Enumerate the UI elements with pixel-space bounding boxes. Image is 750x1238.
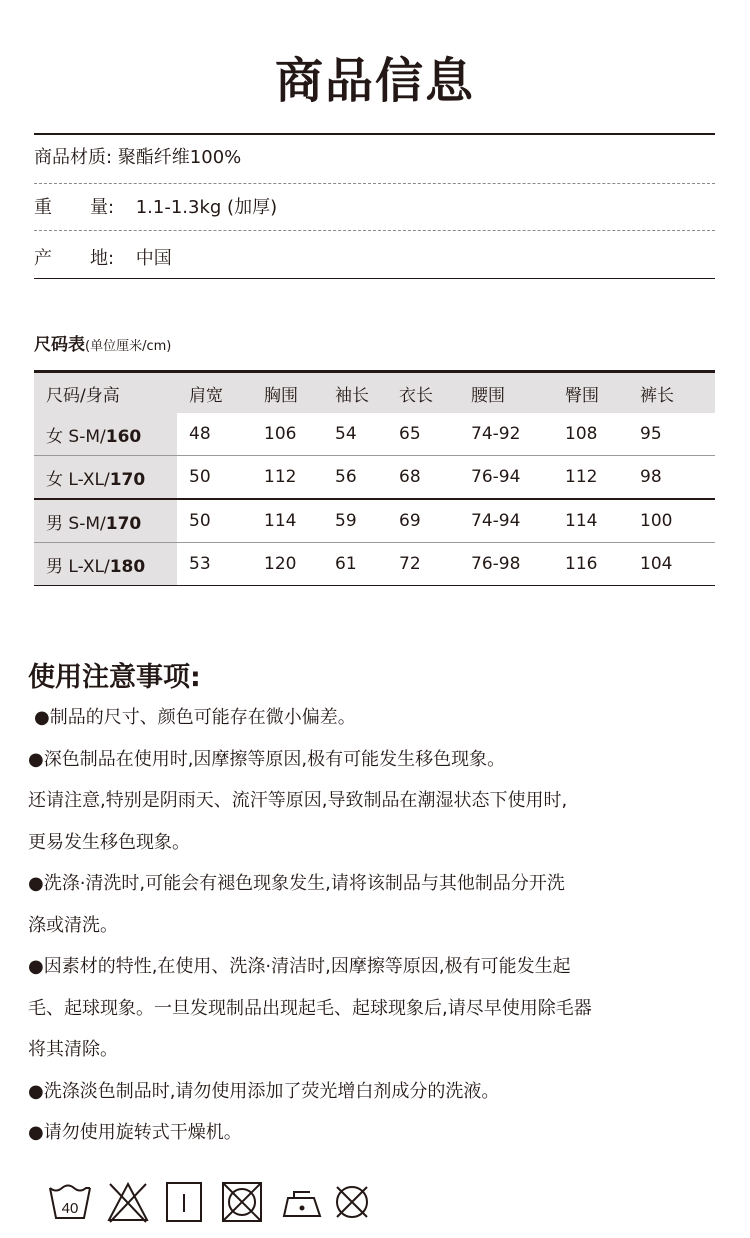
table-cell: 53 [177, 543, 252, 586]
table-cell: 65 [387, 413, 459, 456]
size-chart-unit: (单位厘米/cm) [85, 339, 172, 354]
care-notes [28, 697, 723, 1154]
size-label: 男 L-XL/ [46, 556, 110, 577]
care-line: ●请勿使用旋转式干燥机。 [28, 1122, 242, 1143]
size-label: 女 L-XL/ [46, 469, 110, 490]
table-cell: 76-98 [459, 543, 553, 586]
table-cell: 74-94 [459, 499, 553, 543]
care-line: ●因素材的特性,在使用、洗涤·清洁时,因摩擦等原因,极有可能发生起 [28, 956, 571, 977]
no-dry-clean-icon [332, 1180, 372, 1224]
care-line: 涤或清洗。 [28, 914, 118, 936]
table-cell: 76-94 [459, 456, 553, 500]
material-value: 聚酯纤维100% [117, 147, 242, 168]
header-cell: 胸围 [252, 372, 323, 414]
table-cell: 106 [252, 413, 323, 456]
weight-sep: : [108, 197, 115, 218]
header-cell: 尺码/身高 [34, 372, 177, 414]
size-chart-title [34, 330, 171, 355]
height-value: 170 [109, 469, 146, 490]
origin-value: 中国 [135, 248, 172, 269]
origin-sep: : [108, 248, 115, 269]
table-cell: 108 [553, 413, 628, 456]
table-cell: 112 [553, 456, 628, 500]
header-cell: 腰围 [459, 372, 553, 414]
size-cell [34, 456, 177, 500]
height-value: 170 [105, 513, 142, 534]
page-title: 商品信息 [274, 53, 475, 109]
info-bottom-rule [34, 278, 715, 279]
table-cell: 120 [252, 543, 323, 586]
table-cell: 72 [387, 543, 459, 586]
table-cell: 50 [177, 456, 252, 500]
info-origin [34, 247, 715, 271]
table-cell: 100 [628, 499, 715, 543]
care-line: ●洗涤·清洗时,可能会有褪色现象发生,请将该制品与其他制品分开洗 [28, 873, 565, 894]
size-cell [34, 543, 177, 586]
table-cell: 74-92 [459, 413, 553, 456]
weight-value: 1.1-1.3kg (加厚) [135, 197, 278, 218]
weight-label-2: 量 [90, 197, 108, 218]
table-cell: 48 [177, 413, 252, 456]
origin-label-1: 产 [34, 248, 52, 269]
care-line: 还请注意,特别是阴雨天、流汗等原因,导致制品在潮湿状态下使用时, [28, 790, 568, 811]
table-cell: 61 [323, 543, 387, 586]
size-chart-label: 尺码表 [34, 335, 85, 355]
header-cell: 衣长 [387, 372, 459, 414]
material-sep: : [106, 147, 113, 168]
table-cell: 54 [323, 413, 387, 456]
care-title: 使用注意事项: [28, 662, 201, 693]
info-weight [34, 196, 715, 220]
wash-temp-label: 40 [61, 1200, 79, 1217]
origin-label-2: 地 [90, 248, 108, 269]
header-cell: 臀围 [553, 372, 628, 414]
table-cell: 114 [252, 499, 323, 543]
height-value: 160 [105, 426, 142, 447]
weight-label-1: 重 [34, 197, 52, 218]
size-table [34, 370, 715, 586]
size-cell [34, 413, 177, 456]
header-cell: 肩宽 [177, 372, 252, 414]
table-cell: 114 [553, 499, 628, 543]
table-cell: 112 [252, 456, 323, 500]
table-cell: 69 [387, 499, 459, 543]
info-divider [34, 230, 715, 231]
header-cell: 裤长 [628, 372, 715, 414]
table-cell: 56 [323, 456, 387, 500]
table-cell: 59 [323, 499, 387, 543]
size-table-header [34, 372, 715, 414]
iron-icon [280, 1180, 324, 1224]
no-bleach-icon [106, 1180, 150, 1224]
height-value: 180 [109, 556, 146, 577]
size-label: 女 S-M/ [46, 426, 106, 447]
care-line: 更易发生移色现象。 [28, 831, 190, 853]
care-line: ●深色制品在使用时,因摩擦等原因,极有可能发生移色现象。 [28, 748, 506, 770]
table-cell: 95 [628, 413, 715, 456]
table-cell: 116 [553, 543, 628, 586]
info-top-rule [34, 133, 715, 135]
material-label: 商品材质 [34, 147, 106, 168]
wash-40-icon [48, 1180, 92, 1224]
table-cell: 50 [177, 499, 252, 543]
care-line: 毛、起球现象。一旦发现制品出现起毛、起球现象后,请尽早使用除毛器 [28, 997, 592, 1019]
no-tumble-dry-icon [220, 1180, 264, 1224]
info-material [34, 146, 715, 170]
table-cell: 68 [387, 456, 459, 500]
care-line: 将其清除。 [28, 1039, 118, 1060]
care-line: ●制品的尺寸、颜色可能存在微小偏差。 [34, 707, 356, 728]
care-line: ●洗涤淡色制品时,请勿使用添加了荧光增白剂成分的洗液。 [28, 1080, 500, 1102]
table-row [34, 413, 715, 456]
header-cell: 袖长 [323, 372, 387, 414]
line-dry-icon [164, 1180, 204, 1224]
table-cell: 104 [628, 543, 715, 586]
table-row [34, 499, 715, 543]
table-cell: 98 [628, 456, 715, 500]
table-row [34, 543, 715, 586]
size-cell [34, 499, 177, 543]
size-label: 男 S-M/ [46, 513, 106, 534]
table-row [34, 456, 715, 500]
info-divider [34, 183, 715, 184]
